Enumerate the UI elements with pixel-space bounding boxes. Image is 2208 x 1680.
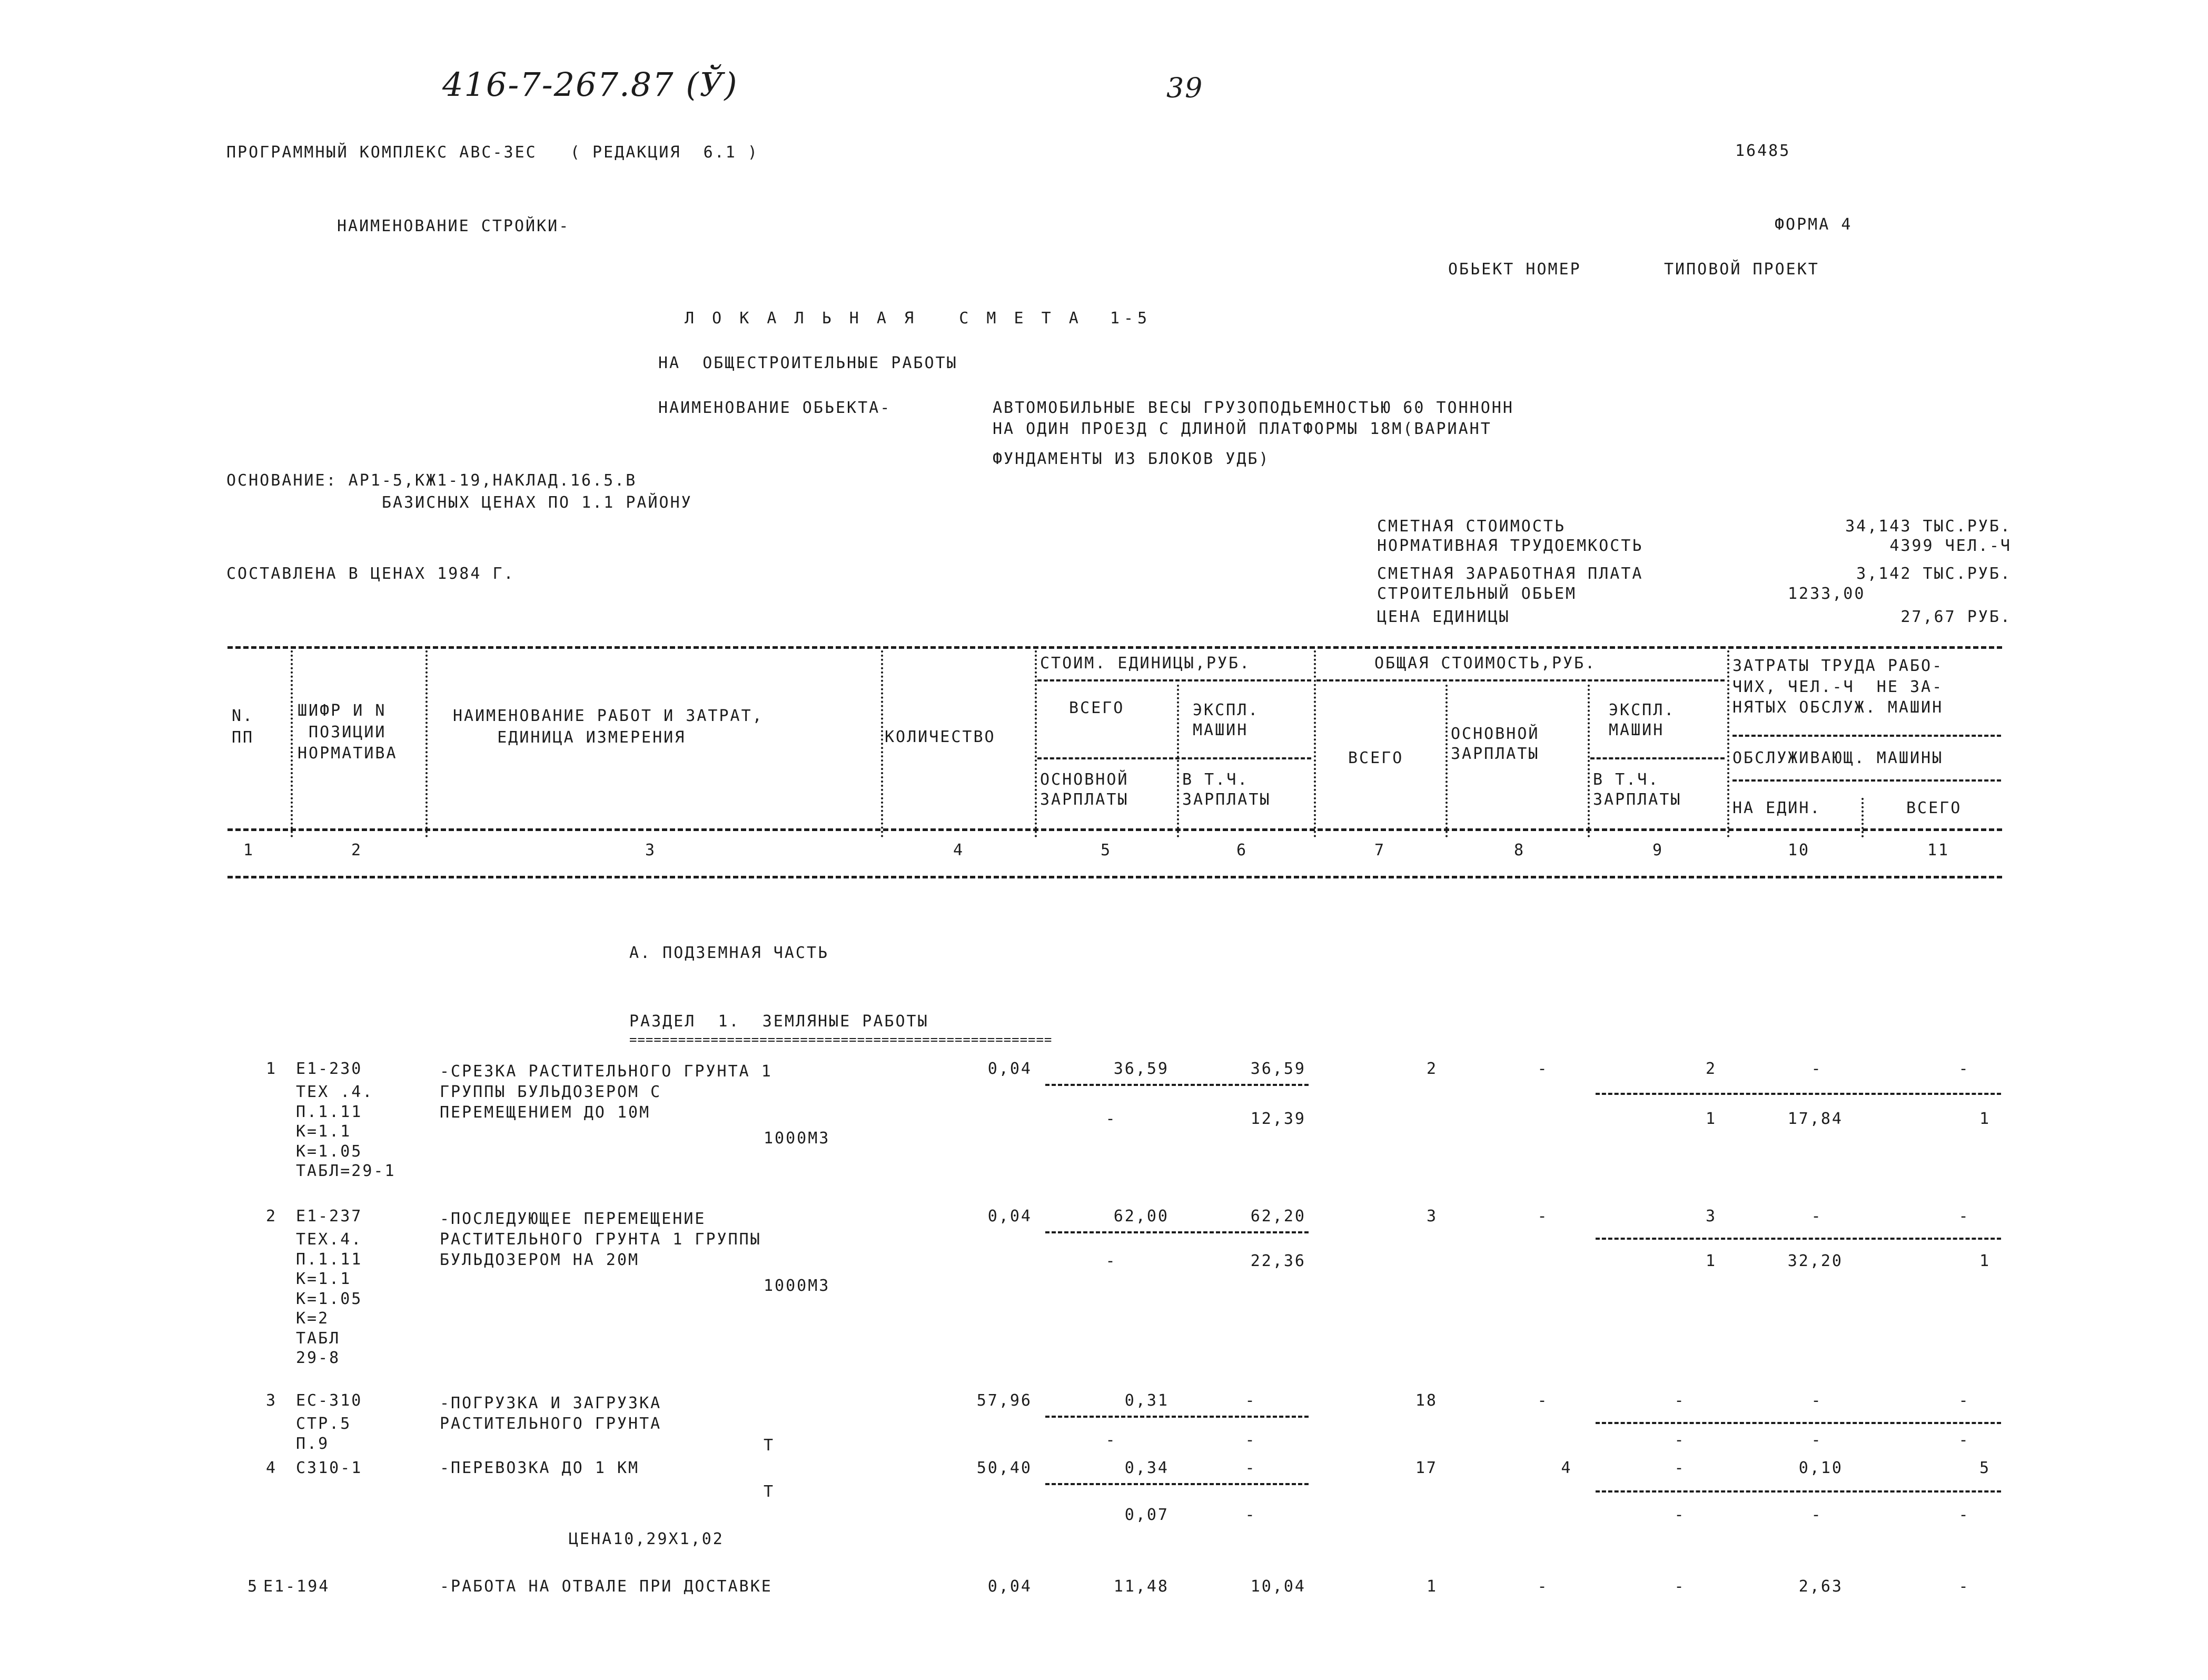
row-4-labor-total: - [1958, 1506, 1970, 1524]
row-4-unit-machines: - [1245, 1459, 1256, 1477]
row-1-labor-unit-top: - [1811, 1060, 1823, 1078]
row-3-total-incl-wage: - [1674, 1431, 1686, 1449]
header-total-cost-group: ОБЩАЯ СТОИМОСТЬ,РУБ. [1374, 654, 1597, 673]
row-4-unit: Т [764, 1483, 775, 1501]
column-number: 4 [953, 841, 965, 859]
header-rule [1732, 779, 2001, 782]
row-4-labor-total-top: 5 [1979, 1459, 1991, 1477]
column-number: 8 [1514, 841, 1526, 859]
row-1-rule [1045, 1084, 1309, 1086]
basis-line-2: БАЗИСНЫХ ЦЕНАХ ПО 1.1 РАЙОНУ [382, 493, 692, 512]
row-1-quantity: 0,04 [987, 1060, 1032, 1078]
header-unit-total: ВСЕГО [1069, 699, 1125, 717]
row-2-unit-machines: 62,20 [1250, 1207, 1306, 1226]
row-3-name: -ПОГРУЗКА И ЗАГРУЗКА РАСТИТЕЛЬНОГО ГРУНТА [440, 1394, 662, 1433]
header-total-incl-wage: В Т.Ч. ЗАРПЛАТЫ [1593, 770, 1682, 809]
row-2-total-machines: 3 [1705, 1207, 1717, 1226]
row-1-unit: 1000М3 [764, 1129, 830, 1148]
col-sep [1177, 685, 1179, 837]
row-4-rule [1596, 1490, 2001, 1493]
row-4-labor-unit-top: 0,10 [1798, 1459, 1843, 1477]
header-rule [1316, 679, 1725, 681]
header-total-machines: ЭКСПЛ. МАШИН [1609, 701, 1676, 739]
row-4-labor-unit: - [1811, 1506, 1823, 1524]
object-number-label: ОБЬЕКТ НОМЕР [1448, 260, 1581, 279]
header-rule [1037, 679, 1311, 681]
row-4-rule [1045, 1483, 1309, 1485]
column-number: 7 [1374, 841, 1386, 859]
row-4-unit-incl-wage: - [1245, 1506, 1256, 1524]
header-rule [1732, 735, 2001, 737]
summary-label-wage: СМЕТНАЯ ЗАРАБОТНАЯ ПЛАТА [1377, 565, 1643, 583]
row-4-code: С310-1 [296, 1459, 363, 1477]
col-sep [1035, 650, 1037, 837]
row-2-code: Е1-237 [296, 1207, 363, 1226]
row-3-total-wage: - [1537, 1391, 1549, 1410]
row-4-quantity: 50,40 [976, 1459, 1032, 1477]
row-5-total-machines: - [1674, 1577, 1686, 1596]
row-5-total-all: 1 [1426, 1577, 1438, 1596]
column-number: 1 [243, 841, 255, 859]
summary-label-unit-price: ЦЕНА ЕДИНИЦЫ [1377, 608, 1510, 626]
row-2-labor-total-top: - [1958, 1207, 1970, 1226]
handwritten-doc-code: 416-7-267.87 (Ў) [442, 65, 738, 104]
table-header-rule [227, 828, 2002, 831]
row-5-unit-machines: 10,04 [1250, 1577, 1306, 1596]
row-2-unit-wage: - [1105, 1252, 1117, 1270]
row-3-labor-total: - [1958, 1431, 1970, 1449]
form-label: ФОРМА 4 [1775, 215, 1853, 234]
row-4-unit-wage: 0,07 [1124, 1506, 1169, 1524]
col-sep [291, 650, 293, 837]
row-1-code: Е1-230 [296, 1060, 363, 1078]
row-1-unit-total: 36,59 [1113, 1060, 1169, 1078]
column-number: 6 [1236, 841, 1248, 859]
row-1-total-wage: - [1537, 1060, 1549, 1078]
header-total-wage: ОСНОВНОЙ ЗАРПЛАТЫ [1451, 725, 1540, 763]
row-3-labor-unit: - [1811, 1431, 1823, 1449]
row-2-code-extra: ТЕХ.4. П.1.11 К=1.1 К=1.05 К=2 ТАБЛ 29-8 [296, 1230, 363, 1367]
row-5-labor-unit-top: 2,63 [1798, 1577, 1843, 1596]
summary-label-volume: СТРОИТЕЛЬНЫЙ ОБЬЕМ [1377, 585, 1577, 603]
row-4-name: -ПЕРЕВОЗКА ДО 1 КМ [440, 1459, 640, 1477]
row-4-total-wage: 4 [1561, 1459, 1572, 1477]
row-2-rule [1596, 1238, 2001, 1240]
table-numbers-rule [227, 876, 2002, 878]
column-number: 2 [351, 841, 363, 859]
row-4-price-note: ЦЕНА10,29Х1,02 [569, 1530, 724, 1548]
row-2-name: -ПОСЛЕДУЮЩЕЕ ПЕРЕМЕЩЕНИЕ РАСТИТЕЛЬНОГО ГРУНТА 1 ГРУППЫ БУЛЬДОЗЕРОМ НА 20М [440, 1210, 761, 1269]
header-unit-machines: ЭКСПЛ. МАШИН [1193, 701, 1260, 739]
header-col-code: ШИФР И N ПОЗИЦИИ НОРМАТИВА [298, 701, 398, 763]
row-3-number: 3 [266, 1391, 278, 1410]
row-3-rule [1045, 1416, 1309, 1418]
row-3-rule [1596, 1422, 2001, 1424]
header-col-quantity: КОЛИЧЕСТВО [885, 728, 996, 746]
row-2-labor-unit: 32,20 [1787, 1252, 1843, 1270]
row-2-unit-incl-wage: 22,36 [1250, 1252, 1306, 1270]
row-1-labor-unit: 17,84 [1787, 1110, 1843, 1128]
object-line-3: ФУНДАМЕНТЫ ИЗ БЛОКОВ УДБ) [993, 450, 1270, 468]
row-5-number: 5 [247, 1577, 259, 1596]
row-1-labor-total: 1 [1979, 1110, 1991, 1128]
row-5-name: -РАБОТА НА ОТВАЛЕ ПРИ ДОСТАВКЕ [440, 1577, 773, 1596]
row-3-unit-machines: - [1245, 1391, 1256, 1410]
object-label: НАИМЕНОВАНИЕ ОБЬЕКТА- [658, 399, 892, 417]
estimate-title: Л О К А Л Ь Н А Я С М Е Т А 1-5 [685, 309, 1152, 328]
row-2-quantity: 0,04 [987, 1207, 1032, 1226]
column-number: 5 [1101, 841, 1112, 859]
summary-value-labor: 4399 ЧЕЛ.-Ч [1889, 537, 2012, 555]
column-number: 9 [1652, 841, 1664, 859]
row-3-unit-total: 0,31 [1124, 1391, 1169, 1410]
row-4-unit-total: 0,34 [1124, 1459, 1169, 1477]
section-underline: ==================================================== [629, 1032, 1053, 1047]
header-unit-wage: ОСНОВНОЙ ЗАРПЛАТЫ [1040, 770, 1129, 809]
summary-value-unit-price: 27,67 РУБ. [1900, 608, 2012, 626]
col-sep [1727, 650, 1729, 837]
header-unit-incl-wage: В Т.Ч. ЗАРПЛАТЫ [1182, 770, 1271, 809]
row-1-unit-wage: - [1105, 1110, 1117, 1128]
object-line-2: НА ОДИН ПРОЕЗД С ДЛИНОЙ ПЛАТФОРМЫ 18М(ВАРИАНТ [993, 420, 1492, 438]
row-2-labor-total: 1 [1979, 1252, 1991, 1270]
header-labor-total: ВСЕГО [1906, 799, 1962, 817]
works-title: НА ОБЩЕСТРОИТЕЛЬНЫЕ РАБОТЫ [658, 354, 958, 372]
header-rule [1037, 757, 1311, 759]
col-sep [1314, 650, 1316, 837]
row-4-total-all: 17 [1415, 1459, 1438, 1477]
header-rule [1590, 757, 1725, 759]
row-3-quantity: 57,96 [976, 1391, 1032, 1410]
row-4-number: 4 [266, 1459, 278, 1477]
column-number: 11 [1927, 841, 1950, 859]
handwritten-page-number: 39 [1166, 73, 1204, 104]
row-3-total-machines: - [1674, 1391, 1686, 1410]
row-5-total-wage: - [1537, 1577, 1549, 1596]
header-unit-cost-group: СТОИМ. ЕДИНИЦЫ,РУБ. [1040, 654, 1251, 673]
row-1-number: 1 [266, 1060, 278, 1078]
row-2-unit: 1000М3 [764, 1277, 830, 1295]
basis-line-1: ОСНОВАНИЕ: АР1-5,КЖ1-19,НАКЛАД.16.5.В [226, 471, 637, 490]
row-1-name: -СРЕЗКА РАСТИТЕЛЬНОГО ГРУНТА 1 ГРУППЫ БУЛЬДОЗЕРОМ С ПЕРЕМЕЩЕНИЕМ ДО 10М [440, 1062, 773, 1122]
row-3-code-extra: СТР.5 П.9 [296, 1415, 352, 1453]
col-sep [1862, 798, 1864, 837]
row-3-labor-total-top: - [1958, 1391, 1970, 1410]
row-2-rule [1045, 1231, 1309, 1233]
row-5-code: Е1-194 [263, 1577, 330, 1596]
row-3-unit: Т [764, 1436, 775, 1455]
row-2-unit-total: 62,00 [1113, 1207, 1169, 1226]
col-sep [1445, 685, 1448, 837]
row-1-rule [1596, 1093, 2001, 1095]
table-top-rule [227, 646, 2002, 649]
construction-label: НАИМЕНОВАНИЕ СТРОЙКИ- [337, 217, 570, 235]
header-labor-service: ОБСЛУЖИВАЮЩ. МАШИНЫ [1732, 749, 1944, 767]
summary-label-cost: СМЕТНАЯ СТОИМОСТЬ [1377, 517, 1566, 536]
row-3-unit-incl-wage: - [1245, 1431, 1256, 1449]
row-2-labor-unit-top: - [1811, 1207, 1823, 1226]
column-number: 3 [645, 841, 657, 859]
row-2-total-wage: - [1537, 1207, 1549, 1226]
typical-project-label: ТИПОВОЙ ПРОЕКТ [1664, 260, 1819, 279]
row-3-labor-unit-top: - [1811, 1391, 1823, 1410]
row-5-labor-total-top: - [1958, 1577, 1970, 1596]
program-line: ПРОГРАММНЫЙ КОМПЛЕКС АВС-3ЕС ( РЕДАКЦИЯ 6.1 ) [226, 143, 759, 162]
summary-value-wage: 3,142 ТЫС.РУБ. [1856, 565, 2012, 583]
row-5-quantity: 0,04 [987, 1577, 1032, 1596]
column-number: 10 [1788, 841, 1810, 859]
object-line-1: АВТОМОБИЛЬНЫЕ ВЕСЫ ГРУЗОПОДЬЕМНОСТЬЮ 60 ТОННОНН [993, 399, 1514, 417]
part-title: А. ПОДЗЕМНАЯ ЧАСТЬ [629, 944, 829, 962]
row-3-code: ЕС-310 [296, 1391, 363, 1410]
row-4-total-incl-wage: - [1674, 1506, 1686, 1524]
row-1-total-machines: 2 [1705, 1060, 1717, 1078]
row-5-unit-total: 11,48 [1113, 1577, 1169, 1596]
col-sep [881, 650, 883, 837]
row-2-number: 2 [266, 1207, 278, 1226]
row-1-total-all: 2 [1426, 1060, 1438, 1078]
row-1-unit-machines: 36,59 [1250, 1060, 1306, 1078]
header-col-number: N. ПП [232, 707, 254, 747]
row-1-unit-incl-wage: 12,39 [1250, 1110, 1306, 1128]
header-labor-per-unit: НА ЕДИН. [1732, 799, 1821, 817]
summary-value-cost: 34,143 ТЫС.РУБ. [1845, 517, 2012, 536]
price-level: СОСТАВЛЕНА В ЦЕНАХ 1984 Г. [226, 565, 515, 583]
row-3-unit-wage: - [1105, 1431, 1117, 1449]
row-2-total-all: 3 [1426, 1207, 1438, 1226]
col-sep [425, 650, 428, 837]
summary-value-volume: 1233,00 [1788, 585, 1866, 603]
section-title: РАЗДЕЛ 1. ЗЕМЛЯНЫЕ РАБОТЫ [629, 1012, 929, 1031]
header-col-name: НАИМЕНОВАНИЕ РАБОТ И ЗАТРАТ, ЕДИНИЦА ИЗМЕРЕНИЯ [453, 707, 764, 747]
header-labor-group: ЗАТРАТЫ ТРУДА РАБО- ЧИХ, ЧЕЛ.-Ч НЕ ЗА- НЯТЫХ ОБСЛУЖ. МАШИН [1732, 657, 1944, 717]
row-1-labor-total-top: - [1958, 1060, 1970, 1078]
document-number: 16485 [1735, 142, 1791, 160]
col-sep [1588, 685, 1590, 837]
row-4-total-machines: - [1674, 1459, 1686, 1477]
header-total-all: ВСЕГО [1348, 749, 1404, 767]
row-3-total-all: 18 [1415, 1391, 1438, 1410]
row-1-total-incl-wage: 1 [1705, 1110, 1717, 1128]
row-2-total-incl-wage: 1 [1705, 1252, 1717, 1270]
summary-label-labor: НОРМАТИВНАЯ ТРУДОЕМКОСТЬ [1377, 537, 1643, 555]
row-1-code-extra: ТЕХ .4. П.1.11 К=1.1 К=1.05 ТАБЛ=29-1 [296, 1083, 396, 1180]
